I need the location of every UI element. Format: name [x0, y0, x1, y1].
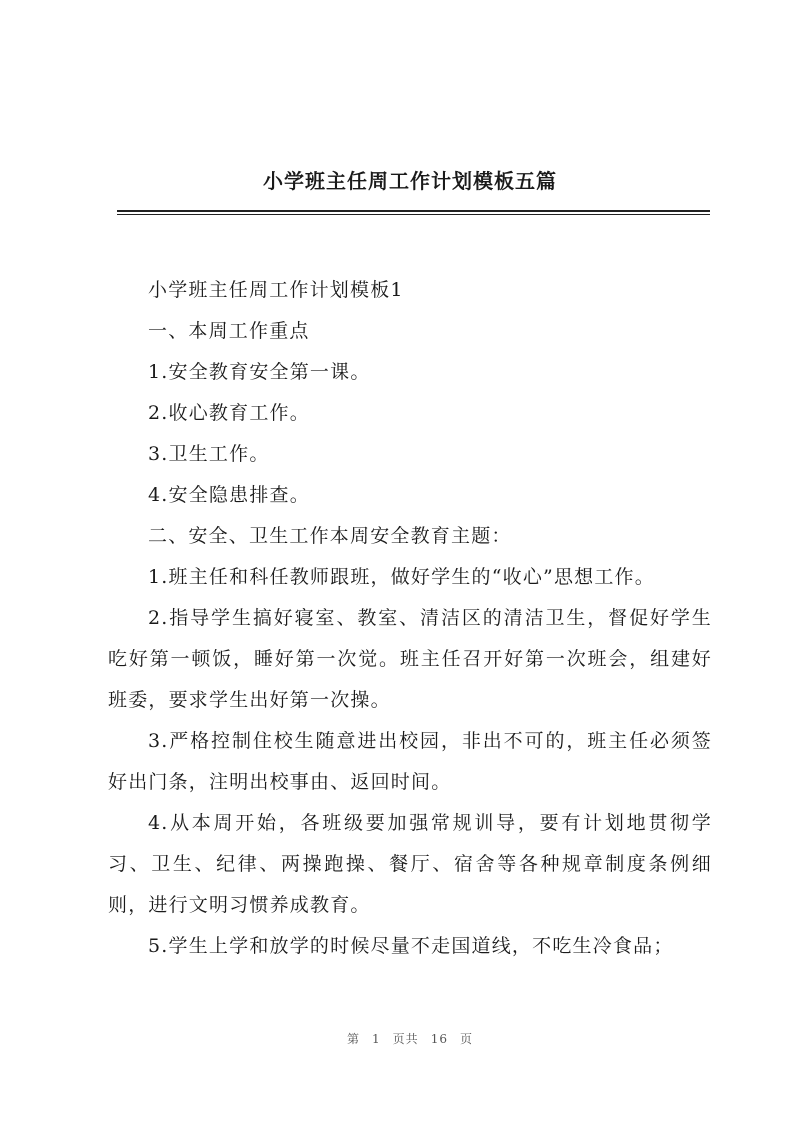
section-heading: 小学班主任周工作计划模板1	[148, 279, 404, 301]
footer-current-page: 1	[372, 1032, 381, 1046]
page-footer	[0, 1030, 800, 1047]
subheading: 二、安全、卫生工作本周安全教育主题：	[148, 525, 512, 547]
paragraph: 5.学生上学和放学的时候尽量不走国道线，不吃生冷食品；	[148, 935, 674, 957]
subheading: 一、本周工作重点	[148, 320, 310, 342]
paragraph: 4.安全隐患排查。	[148, 484, 310, 506]
footer-page-suffix: 页	[459, 1032, 473, 1046]
document-body	[108, 270, 712, 967]
footer-total-label: 页共	[392, 1032, 419, 1046]
document-title: 小学班主任周工作计划模板五篇	[263, 169, 557, 193]
title-divider	[117, 210, 710, 212]
paragraph: 2.收心教育工作。	[148, 402, 310, 424]
paragraph: 4.从本周开始，各班级要加强常规训导，要有计划地贯彻学习、卫生、纪律、两操跑操、餐厅、宿舍等各种规章制度条例细则，进行文明习惯养成教育。	[108, 812, 712, 916]
footer-total-pages: 16	[430, 1032, 448, 1046]
paragraph: 2.指导学生搞好寝室、教室、清洁区的清洁卫生，督促好学生吃好第一顿饭，睡好第一次觉。班主任召开好第一次班会，组建好班委，要求学生出好第一次操。	[108, 607, 712, 711]
paragraph: 1.安全教育安全第一课。	[148, 361, 371, 383]
footer-page-label: 第	[347, 1032, 361, 1046]
paragraph: 3.严格控制住校生随意进出校园，非出不可的，班主任必须签好出门条，注明出校事由、返回时间。	[108, 730, 712, 793]
paragraph: 3.卫生工作。	[148, 443, 270, 465]
paragraph: 1.班主任和科任教师跟班，做好学生的“收心”思想工作。	[148, 566, 655, 588]
